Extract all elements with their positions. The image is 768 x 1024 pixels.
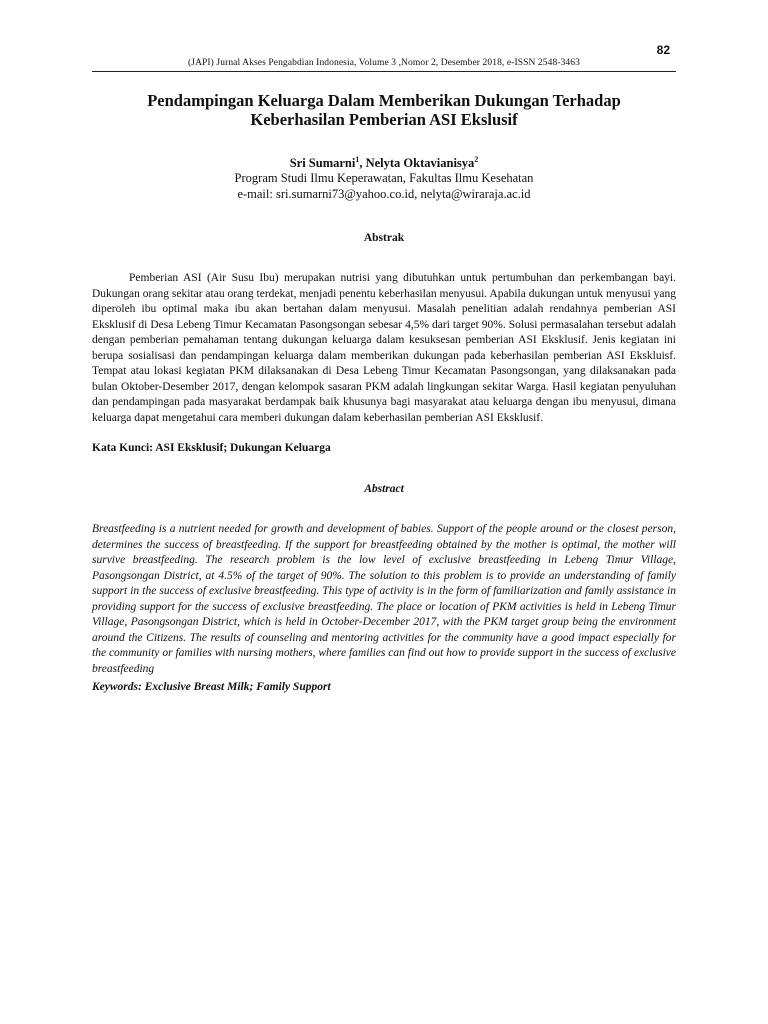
abstract-heading: Abstract (364, 483, 404, 495)
author-2: Nelyta Oktavianisya (365, 156, 475, 171)
title-line-2: Keberhasilan Pemberian ASI Ekslusif (250, 110, 518, 129)
article-title (92, 91, 676, 129)
abstract-body: Breastfeeding is a nutrient needed for growth and development of babies. Support of the people around or the closest person, determines the success of breastfeeding. If the support for breastfeeding obtained by the mother is optimal, the mother will survive breastfeeding. The research problem is the low level of exclusive breastfeeding in Lebeng Timur Village, Pasongsongan District, at 4.5% of the target of 90%. The solution to this problem is to provide an understanding of family support in the success of exclusive breastfeeding. This type of activity is in the form of familiarization and family assistance in providing support for the success of exclusive breastfeeding. The place or location of PKM activities is held in Lebeng Timur Village, Pasongsongan District, which is held in October-December 2017, with the PKM target group being the environment around the Citizens. The results of counseling and mentoring activities for the community have a good impact especially for the community or families with nursing mothers, where families can find out how to provide support in the success of exclusive breastfeeding (92, 523, 676, 675)
title-line-1: Pendampingan Keluarga Dalam Memberikan Dukungan Terhadap (147, 91, 621, 110)
abstrak-heading: Abstrak (363, 232, 405, 244)
page-number: 82 (656, 43, 670, 57)
kata-kunci: Kata Kunci: ASI Eksklusif; Dukungan Keluarga (92, 442, 331, 454)
running-head: (JAPI) Jurnal Akses Pengabdian Indonesia, Volume 3 ,Nomor 2, Desember 2018, e-ISSN 2548-3463 (188, 58, 580, 68)
author-email: e-mail: sri.sumarni73@yahoo.co.id, nelyta@wiraraja.ac.id (237, 187, 531, 201)
keywords: Keywords: Exclusive Breast Milk; Family Support (92, 681, 331, 693)
author-2-affil-mark: 2 (474, 155, 479, 164)
header-rule (92, 71, 676, 72)
author-list (92, 155, 676, 171)
affiliation: Program Studi Ilmu Keperawatan, Fakultas Ilmu Kesehatan (234, 171, 534, 185)
author-1: Sri Sumarni (289, 156, 356, 171)
author-1-affil-mark: 1 (355, 155, 360, 164)
author-separator: , (359, 156, 366, 171)
abstrak-body: Pemberian ASI (Air Susu Ibu) merupakan nutrisi yang dibutuhkan untuk pertumbuhan dan perkembangan bayi. Dukungan orang sekitar atau orang terdekat, menjadi penentu keberhasilan menyusui. Apabila dukungan untuk menyusui yang diperoleh ibu optimal maka ibu akan bertahan dalam menyusui. Masalah penelitian adalah rendahnya pemberian ASI Eksklusif di Desa Lebeng Timur Kecamatan Pasongsongan sebesar 4,5% dari target 90%. Solusi permasalahan tersebut adalah dengan pemberian pemahaman tentang dukungan keluarga dalam kesuksesan pemberian ASI Eksklusif. Jenis kegiatan ini berupa sosialisasi dan pendampingan keluarga dalam memberikan dukungan pada keberhasilan pemberian ASI Ekskluisf. Tempat atau lokasi kegiatan PKM dilaksanakan di Desa Lebeng Timur Kecamatan Pasongsongan, yang dilaksanakan pada bulan Oktober-Desember 2017, dengan kelompok sasaran PKM adalah lingkungan sekitar Warga. Hasil kegiatan penyuluhan dan pendampingan pada masyarakat berdampak baik khusunya bagi masyarakat atau keluarga dengan ibu menyusui, dimana keluarga dapat mengetahui cara memberi dukungan dalam keberhasilan pemberian ASI Eksklusif. (92, 272, 676, 424)
